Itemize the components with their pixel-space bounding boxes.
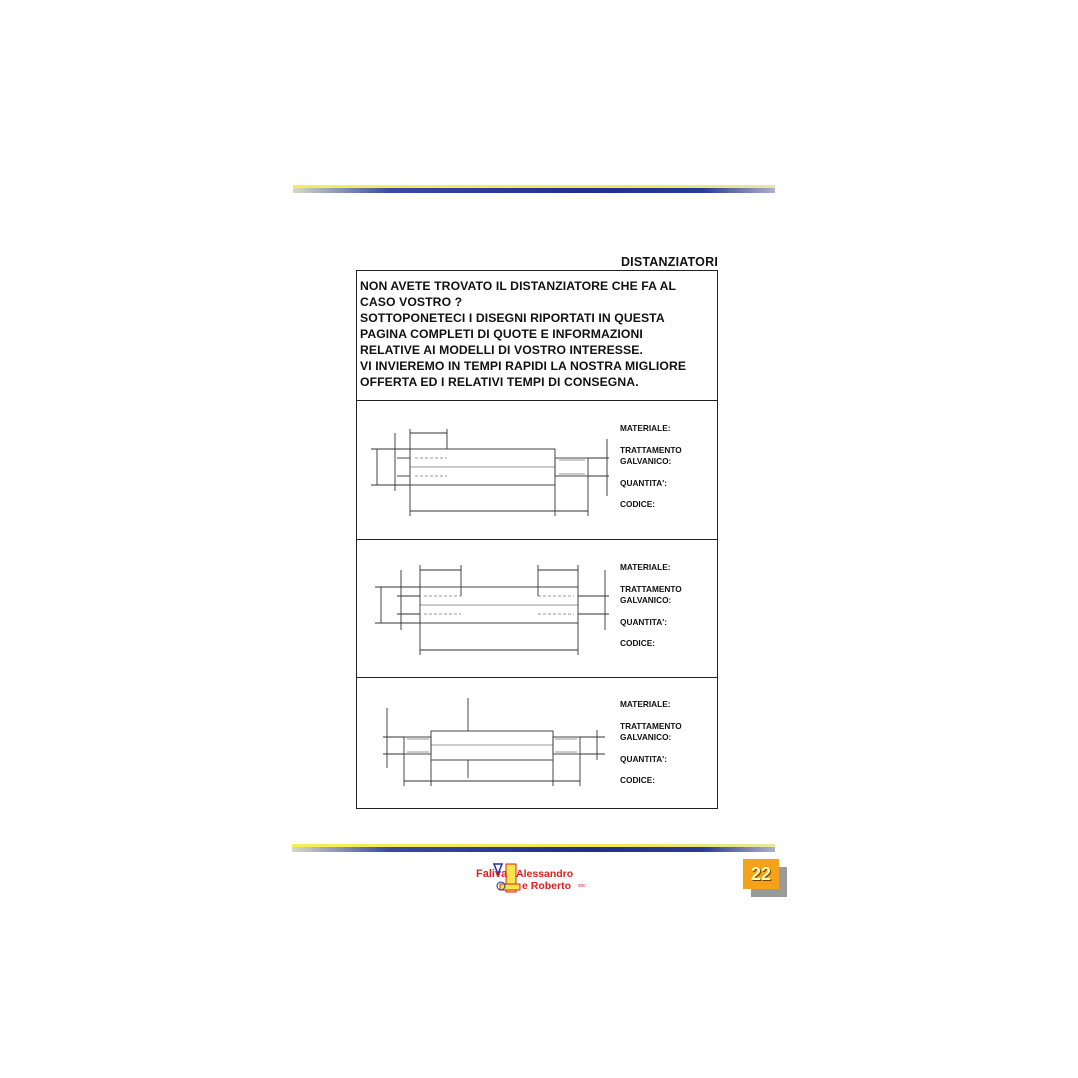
drawing-panel-1: [357, 401, 717, 539]
field-codice[interactable]: CODICE:: [620, 499, 656, 509]
drawing-panel-3: [357, 678, 717, 809]
field-materiale[interactable]: MATERIALE:: [620, 699, 671, 709]
page-number-badge: [743, 859, 779, 889]
field-trattamento[interactable]: TRATTAMENTO: [620, 721, 682, 731]
drawing-panel-2: [357, 540, 717, 677]
intro-text: [360, 278, 715, 390]
fields-panel-1: [620, 401, 715, 539]
field-codice[interactable]: CODICE:: [620, 638, 656, 648]
technical-drawing-female-female: [357, 540, 617, 677]
field-trattamento[interactable]: TRATTAMENTO: [620, 584, 682, 594]
fields-panel-2: [620, 540, 715, 677]
intro-line: VI INVIEREMO IN TEMPI RAPIDI LA NOSTRA MIGLIORE: [360, 359, 687, 373]
logo-text: Faliva: [476, 868, 508, 880]
bottom-divider: [292, 844, 775, 852]
field-trattamento[interactable]: TRATTAMENTO: [620, 445, 682, 455]
intro-line: PAGINA COMPLETI DI QUOTE E INFORMAZIONI: [360, 327, 643, 341]
request-form: [356, 270, 718, 809]
field-quantita[interactable]: QUANTITA':: [620, 617, 667, 627]
fields-panel-3: [620, 678, 715, 809]
technical-drawing-male-male: [357, 678, 617, 809]
field-galvanico[interactable]: GALVANICO:: [620, 732, 672, 742]
logo-text: Alessandro: [516, 868, 574, 880]
intro-line: CASO VOSTRO ?: [360, 295, 463, 309]
field-galvanico[interactable]: GALVANICO:: [620, 456, 672, 466]
section-title: DISTANZIATORI: [620, 255, 718, 269]
intro-line: SOTTOPONETECI I DISEGNI RIPORTATI IN QUESTA: [360, 311, 665, 325]
company-logo: [476, 862, 596, 894]
intro-line: RELATIVE AI MODELLI DI VOSTRO INTERESSE.: [360, 343, 643, 357]
field-materiale[interactable]: MATERIALE:: [620, 562, 671, 572]
field-quantita[interactable]: QUANTITA':: [620, 754, 667, 764]
field-codice[interactable]: CODICE:: [620, 775, 656, 785]
technical-drawing-female-male: [357, 401, 617, 539]
field-quantita[interactable]: QUANTITA':: [620, 478, 667, 488]
intro-line: OFFERTA ED I RELATIVI TEMPI DI CONSEGNA.: [360, 375, 639, 389]
top-divider: [293, 185, 775, 193]
logo-text: snc: [578, 883, 586, 889]
logo-text: e Roberto: [522, 880, 572, 892]
page-number: 22: [743, 859, 779, 889]
field-materiale[interactable]: MATERIALE:: [620, 423, 671, 433]
field-galvanico[interactable]: GALVANICO:: [620, 595, 672, 605]
intro-line: NON AVETE TROVATO IL DISTANZIATORE CHE FA AL: [360, 279, 677, 293]
